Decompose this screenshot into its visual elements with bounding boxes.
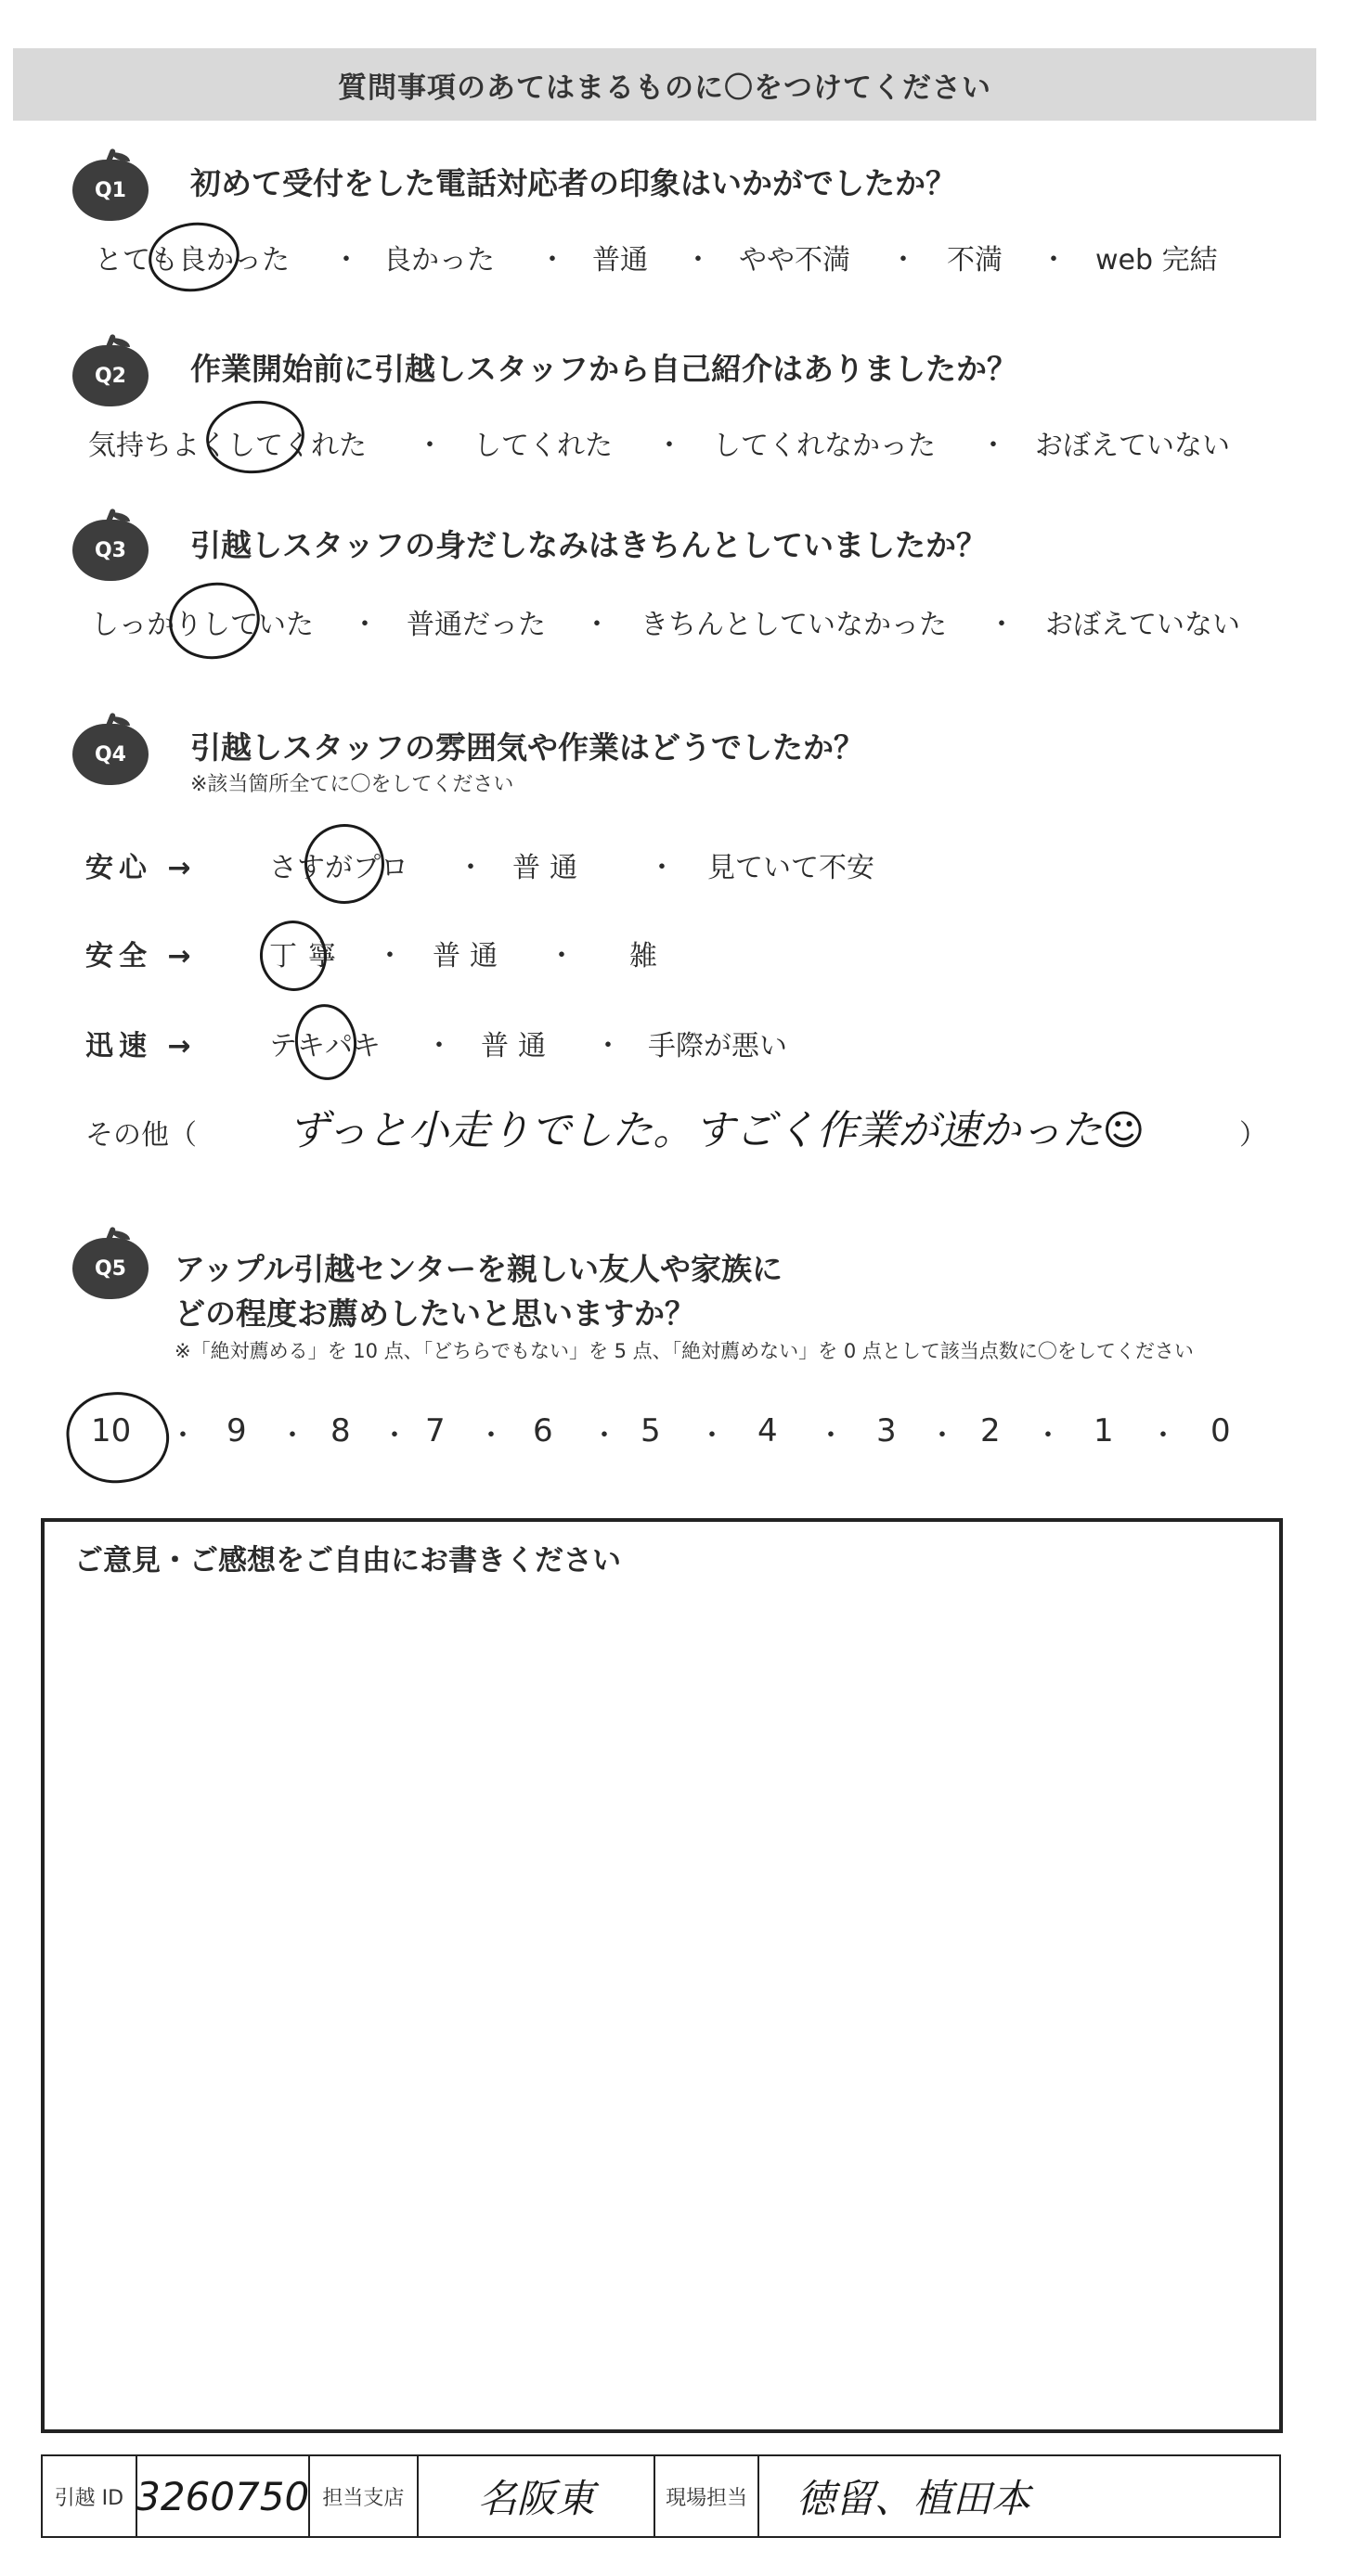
q3-question: 引越しスタッフの身だしなみはきちんとしていましたか？	[190, 527, 987, 563]
separator-dot: ・	[655, 430, 683, 462]
separator-dot: ・	[548, 940, 576, 972]
footer-branch-value: 名阪東	[419, 2456, 655, 2536]
separator-dot: ・	[278, 1420, 306, 1452]
q5-score-2[interactable]: 2	[980, 1412, 1001, 1449]
separator-dot: ・	[381, 1420, 408, 1452]
q5-score-8[interactable]: 8	[330, 1412, 351, 1449]
q5-apple-badge-icon	[72, 1227, 149, 1303]
q1-badge-label: Q1	[72, 160, 149, 221]
q4-other-close-paren: ）	[1239, 1119, 1267, 1152]
q5-score-0[interactable]: 0	[1210, 1412, 1231, 1449]
q5-score-9[interactable]: 9	[226, 1412, 247, 1449]
q1-option-normal[interactable]: 普通	[592, 244, 648, 277]
q5-score-10[interactable]: 10	[91, 1412, 132, 1449]
q2-option-did-not[interactable]: してくれなかった	[713, 430, 936, 462]
footer-info-table	[41, 2454, 1281, 2538]
q4-speed-option-brisk[interactable]: テキパキ	[269, 1030, 381, 1063]
separator-dot: ・	[988, 609, 1016, 641]
separator-dot: ・	[1149, 1420, 1177, 1452]
q4-row-label-safety: 安全 →	[85, 940, 197, 972]
footer-id-label: 引越 ID	[43, 2456, 137, 2536]
q4-row-label-speed: 迅速 →	[85, 1030, 197, 1063]
q5-score-4[interactable]: 4	[757, 1412, 778, 1449]
q1-apple-badge-icon	[72, 148, 149, 225]
q5-badge-label: Q5	[72, 1238, 149, 1299]
form-header	[13, 48, 1316, 121]
q1-option-good[interactable]: 良かった	[383, 244, 495, 277]
q5-score-3[interactable]: 3	[876, 1412, 897, 1449]
footer-staff-label: 現場担当	[655, 2456, 759, 2536]
q4-other-handwritten-answer[interactable]: ずっと小走りでした。すごく作業が速かった☺	[288, 1107, 1145, 1154]
separator-dot: ・	[583, 609, 611, 641]
separator-dot: ・	[538, 244, 566, 277]
separator-dot: ・	[416, 430, 444, 462]
q2-apple-badge-icon	[72, 334, 149, 410]
q4-reassurance-handwritten-circle-mark	[297, 817, 392, 911]
q5-question-line2: どの程度お薦めしたいと思いますか？	[175, 1295, 695, 1332]
q1-option-slightly-dissatisfied[interactable]: やや不満	[739, 244, 850, 277]
q4-other-label: その他（	[85, 1119, 197, 1152]
q5-score-1[interactable]: 1	[1094, 1412, 1114, 1449]
q3-option-neat[interactable]: しっかりしていた	[91, 609, 314, 641]
separator-dot: ・	[889, 244, 917, 277]
form-header-title: 質問事項のあてはまるものに〇をつけてください	[338, 71, 991, 105]
q1-handwritten-circle-mark	[144, 217, 243, 298]
separator-dot: ・	[648, 852, 676, 884]
q2-handwritten-circle-mark	[202, 396, 308, 479]
separator-dot: ・	[684, 244, 712, 277]
comments-title: ご意見・ご感想をご自由にお書きください	[74, 1544, 621, 1578]
separator-dot: ・	[169, 1420, 197, 1452]
q4-speed-option-normal[interactable]: 普通	[481, 1030, 555, 1063]
q3-handwritten-circle-mark	[163, 575, 266, 666]
q4-safety-option-careful[interactable]: 丁寧	[269, 940, 347, 972]
footer-branch-label: 担当支店	[310, 2456, 420, 2536]
separator-dot: ・	[698, 1420, 726, 1452]
q4-speed-handwritten-circle-mark	[291, 1001, 360, 1083]
separator-dot: ・	[590, 1420, 618, 1452]
separator-dot: ・	[594, 1030, 622, 1063]
q5-score-5[interactable]: 5	[641, 1412, 661, 1449]
q4-question: 引越しスタッフの雰囲気や作業はどうでしたか？	[190, 729, 864, 766]
q4-safety-handwritten-circle-mark	[255, 916, 331, 995]
q1-option-web[interactable]: web 完結	[1095, 244, 1218, 277]
q4-speed-option-clumsy[interactable]: 手際が悪い	[648, 1030, 787, 1063]
separator-dot: ・	[376, 940, 404, 972]
q2-option-pleasant[interactable]: 気持ちよくしてくれた	[88, 430, 367, 462]
q2-badge-label: Q2	[72, 345, 149, 406]
q4-badge-label: Q4	[72, 724, 149, 785]
q5-note: ※「絶対薦める」を 10 点、「どちらでもない」を 5 点、「絶対薦めない」を 0 点として該当点数に〇をしてください	[175, 1340, 1194, 1362]
q3-option-normal[interactable]: 普通だった	[407, 609, 546, 641]
separator-dot: ・	[332, 244, 360, 277]
q1-question: 初めて受付をした電話対応者の印象はいかがでしたか？	[190, 165, 956, 201]
separator-dot: ・	[1040, 244, 1068, 277]
q2-question: 作業開始前に引越しスタッフから自己紹介はありましたか？	[190, 351, 1017, 387]
q1-option-very-good[interactable]: とても良かった	[95, 244, 290, 277]
q4-reassurance-option-pro[interactable]: さすがプロ	[269, 852, 408, 884]
q1-option-dissatisfied[interactable]: 不満	[947, 244, 1003, 277]
q5-score-7[interactable]: 7	[425, 1412, 446, 1449]
separator-dot: ・	[425, 1030, 453, 1063]
separator-dot: ・	[979, 430, 1007, 462]
q5-handwritten-circle-mark	[62, 1387, 174, 1488]
q3-apple-badge-icon	[72, 509, 149, 585]
separator-dot: ・	[817, 1420, 845, 1452]
separator-dot: ・	[1034, 1420, 1062, 1452]
comments-box[interactable]	[41, 1518, 1283, 2433]
footer-staff-value: 徳留、植田本	[796, 2476, 1030, 2521]
q4-note: ※該当箇所全てに〇をしてください	[190, 773, 514, 796]
separator-dot: ・	[477, 1420, 505, 1452]
q4-safety-option-normal[interactable]: 普通	[433, 940, 507, 972]
q4-reassurance-option-normal[interactable]: 普通	[512, 852, 587, 884]
q3-badge-label: Q3	[72, 520, 149, 581]
footer-id-value: 3260750	[137, 2456, 310, 2536]
q2-option-dont-remember[interactable]: おぼえていない	[1035, 430, 1230, 462]
q5-question-line1: アップル引越センターを親しい友人や家族に	[175, 1251, 783, 1287]
q4-safety-option-rough[interactable]: 雑	[629, 940, 657, 972]
q4-row-label-reassurance: 安心 →	[85, 852, 197, 884]
q3-option-not-neat[interactable]: きちんとしていなかった	[641, 609, 947, 641]
q2-option-did[interactable]: してくれた	[473, 430, 613, 462]
q4-apple-badge-icon	[72, 713, 149, 789]
q5-score-6[interactable]: 6	[533, 1412, 553, 1449]
separator-dot: ・	[457, 852, 485, 884]
q3-option-dont-remember[interactable]: おぼえていない	[1045, 609, 1240, 641]
separator-dot: ・	[351, 609, 379, 641]
separator-dot: ・	[928, 1420, 956, 1452]
q4-reassurance-option-anxious[interactable]: 見ていて不安	[707, 852, 874, 884]
